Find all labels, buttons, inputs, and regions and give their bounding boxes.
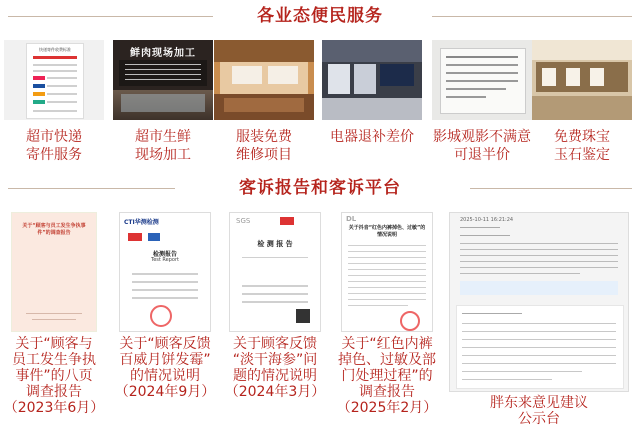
service-electronics-price-difference[interactable] <box>322 40 422 146</box>
service-express-label-2: 寄件服务 <box>26 147 82 163</box>
service-express[interactable] <box>4 40 104 164</box>
service-electronics-label-1: 电器退补差价 <box>330 129 414 145</box>
feedback-board-label-2: 公示台 <box>518 411 560 427</box>
service-jewelry-appraisal[interactable] <box>532 40 632 164</box>
service-jewelry-label-1: 免费珠宝 <box>554 129 610 145</box>
cinema-notice-photo <box>432 40 532 120</box>
report-red-underwear[interactable] <box>334 212 440 429</box>
report-sea-cucumber-cover <box>229 212 321 332</box>
report-red-underwear-label-2: 掉色、过敏及部 <box>338 352 436 368</box>
report-mooncake-label-3: 的情况说明 <box>130 368 200 384</box>
red-underwear-doc-title: 关于抖音“红色内裤掉色、过敏”的情况说明 <box>348 225 426 238</box>
service-jewelry-label-2: 玉石鉴定 <box>554 147 610 163</box>
report-red-underwear-label-3: 门处理过程”的 <box>341 368 433 384</box>
report-sea-cucumber-label-1: 关于顾客反馈 <box>233 336 317 352</box>
service-fresh-label-1: 超市生鲜 <box>135 129 191 145</box>
fresh-counter-sign: 鲜肉现场加工 <box>130 48 196 59</box>
service-clothing-label-1: 服装免费 <box>236 129 292 145</box>
report-mooncake-mold-cover <box>119 212 211 332</box>
report-sea-cucumber-label-3: 题的情况说明 <box>233 368 317 384</box>
electronics-store-photo <box>322 40 422 120</box>
services-section-header <box>0 4 640 28</box>
service-clothing-label-2: 维修项目 <box>236 147 292 163</box>
report-sea-cucumber-label-4: （2024年3月） <box>224 384 326 400</box>
cti-logo: CTI华测检测 <box>124 219 159 226</box>
report-staff-dispute-doc-title: 关于“顾客与员工发生争执事件”的调查报告 <box>22 223 86 236</box>
service-cinema-label-2: 可退半价 <box>454 147 510 163</box>
report-staff-dispute-label-5: （2023年6月） <box>3 400 105 416</box>
divider-right <box>432 16 632 17</box>
express-price-sheet-photo <box>4 40 104 120</box>
report-red-underwear-label-5: （2025年2月） <box>336 400 438 416</box>
mooncake-doc-title: 检测报告 <box>152 251 177 258</box>
complaints-section-title: 客诉报告和客诉平台 <box>239 178 401 198</box>
report-red-underwear-label-4: 调查报告 <box>359 384 415 400</box>
feedback-board[interactable] <box>444 212 634 429</box>
sgs-logo: SGS <box>236 217 251 225</box>
report-staff-dispute-label-1: 关于“顾客与 <box>15 336 93 352</box>
service-cinema-refund[interactable] <box>432 40 532 164</box>
express-sheet-title: 快递寄件收费标准 <box>39 47 71 52</box>
sea-cucumber-doc-title: 检 测 报 告 <box>257 240 293 248</box>
report-sea-cucumber[interactable] <box>222 212 328 429</box>
report-staff-dispute-cover <box>11 212 97 332</box>
report-staff-dispute-label-2: 员工发生争执 <box>12 352 96 368</box>
service-fresh-processing[interactable] <box>113 40 213 164</box>
service-express-label-1: 超市快递 <box>26 129 82 145</box>
service-cinema-label-1: 影城观影不满意 <box>433 129 531 145</box>
divider-right <box>470 188 632 189</box>
report-mooncake-label-4: （2024年9月） <box>114 384 216 400</box>
services-section-title: 各业态便民服务 <box>257 6 383 26</box>
report-staff-dispute[interactable] <box>2 212 106 429</box>
report-sea-cucumber-label-2: “淡干海参”问 <box>232 352 318 368</box>
mooncake-doc-subtitle: Test Report <box>150 257 179 263</box>
report-red-underwear-cover <box>341 212 433 332</box>
report-staff-dispute-label-3: 事件”的八页 <box>15 368 93 384</box>
report-staff-dispute-label-4: 调查报告 <box>26 384 82 400</box>
feedback-board-screenshot <box>449 212 629 392</box>
report-mooncake-label-1: 关于“顾客反馈 <box>119 336 211 352</box>
report-mooncake-label-2: 百威月饼发霉” <box>119 352 211 368</box>
service-fresh-label-2: 现场加工 <box>135 147 191 163</box>
service-clothing-repair[interactable] <box>214 40 314 164</box>
report-red-underwear-label-1: 关于“红色内裤 <box>341 336 433 352</box>
feedback-board-timestamp: 2025-10-11 16:21:24 <box>460 217 514 223</box>
complaints-section-header <box>0 176 640 200</box>
fresh-counter-photo <box>113 40 213 120</box>
jewelry-counter-photo <box>532 40 632 120</box>
clothing-repair-photo <box>214 40 314 120</box>
feedback-board-label-1: 胖东来意见建议 <box>490 395 588 411</box>
report-mooncake-mold[interactable] <box>112 212 218 429</box>
dl-logo: DL <box>346 215 357 223</box>
